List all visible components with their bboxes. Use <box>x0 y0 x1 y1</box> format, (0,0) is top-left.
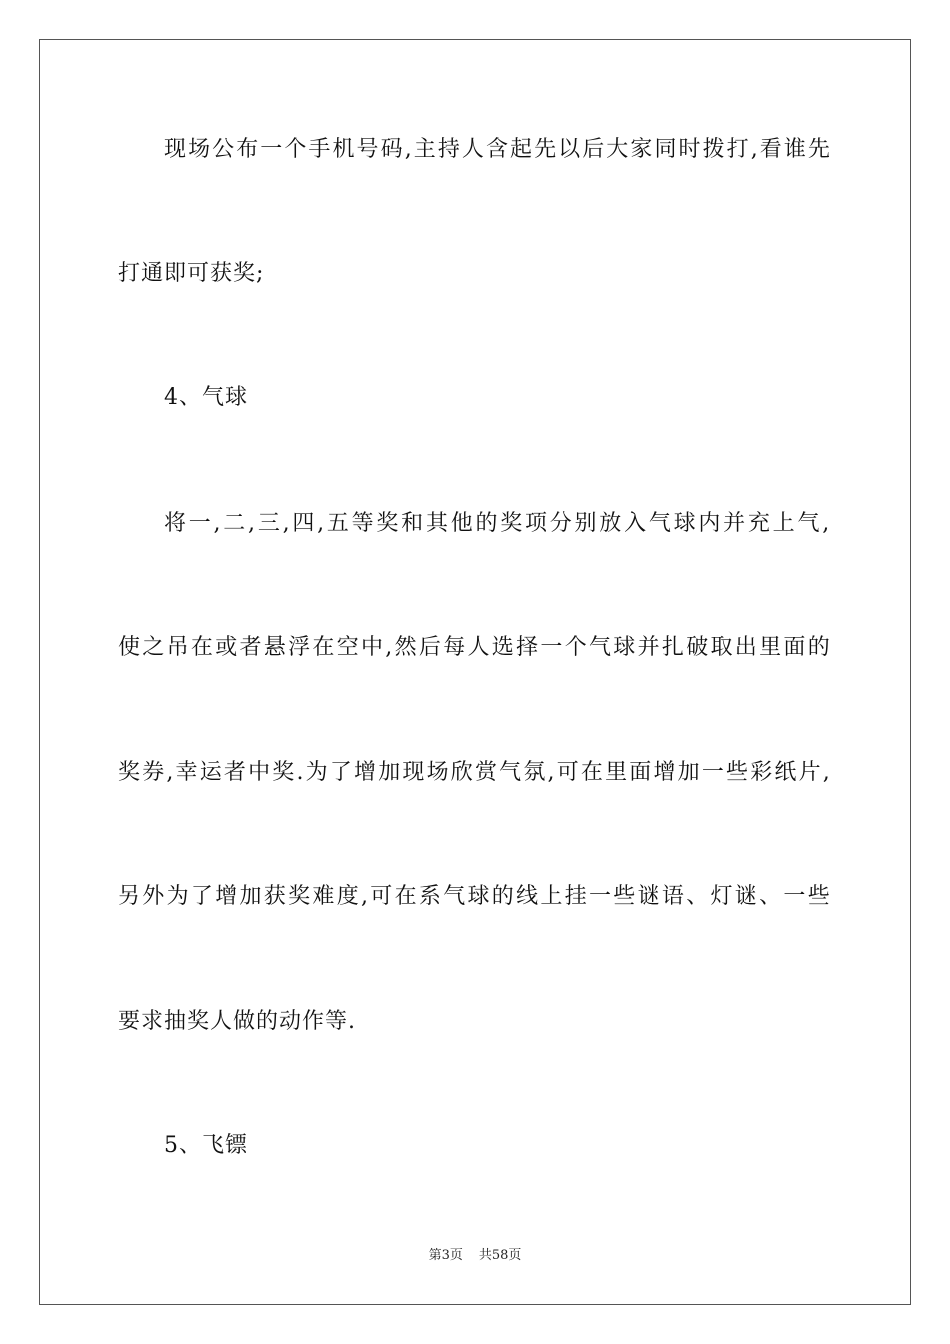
page-footer <box>0 1247 950 1265</box>
paragraph-line-5: 使之吊在或者悬浮在空中,然后每人选择一个气球并扎破取出里面的 <box>118 635 832 660</box>
paragraph-line-7: 另外为了增加获奖难度,可在系气球的线上挂一些谜语、灯谜、一些 <box>118 884 832 909</box>
page-border <box>39 39 911 1305</box>
paragraph-line-8: 要求抽奖人做的动作等. <box>118 1009 356 1034</box>
section-heading-balloon: 4、气球 <box>164 385 248 410</box>
paragraph-line-4: 将一,二,三,四,五等奖和其他的奖项分别放入气球内并充上气, <box>164 511 832 536</box>
paragraph-line-6: 奖券,幸运者中奖.为了增加现场欣赏气氛,可在里面增加一些彩纸片, <box>118 760 832 785</box>
paragraph-line-1: 现场公布一个手机号码,主持人含起先以后大家同时拨打,看谁先 <box>164 137 832 162</box>
page-number-current: 第3页 <box>428 1248 463 1263</box>
paragraph-line-2: 打通即可获奖; <box>118 261 265 286</box>
page-number-total: 共58页 <box>478 1248 522 1263</box>
section-heading-darts: 5、飞镖 <box>164 1133 248 1158</box>
